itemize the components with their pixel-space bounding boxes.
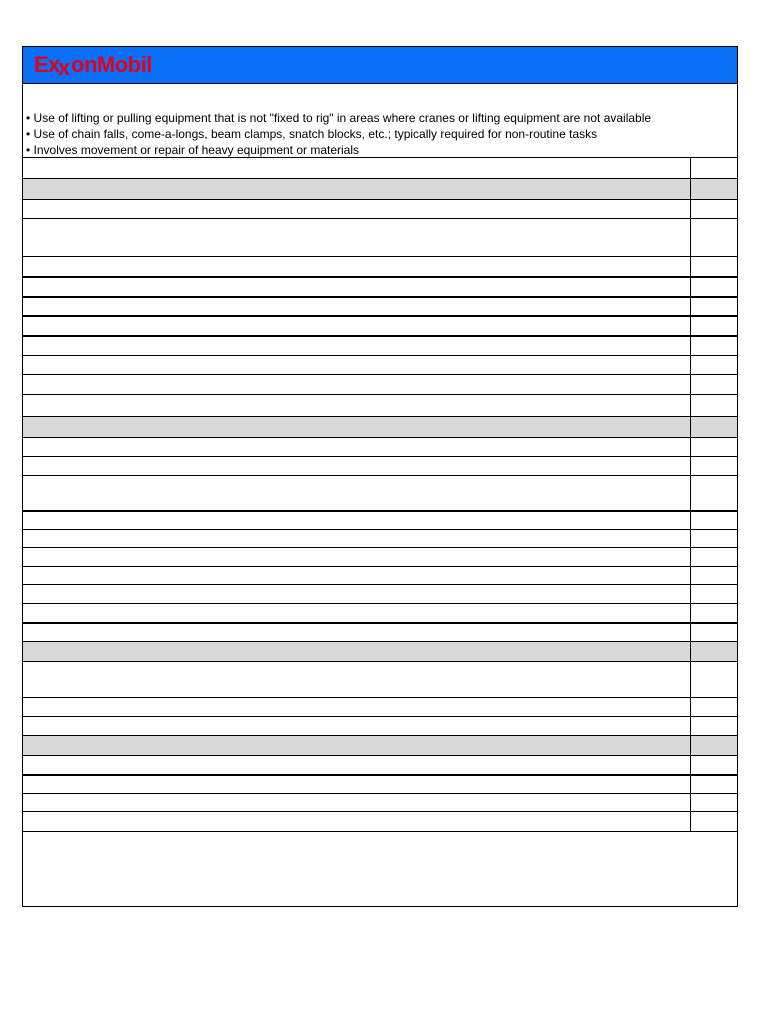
svg-text:E: E xyxy=(34,53,49,77)
header-band xyxy=(23,47,737,84)
table-row xyxy=(23,755,737,774)
table-row xyxy=(23,256,737,276)
check-cell[interactable] xyxy=(690,317,739,335)
check-cell[interactable] xyxy=(690,698,739,716)
check-cell[interactable] xyxy=(690,375,739,394)
exxonmobil-logo xyxy=(34,53,184,81)
svg-text:onMobil: onMobil xyxy=(71,53,152,77)
check-cell[interactable] xyxy=(690,530,739,547)
check-cell[interactable] xyxy=(690,604,739,622)
table-row xyxy=(23,774,737,793)
table-row xyxy=(23,716,737,735)
check-cell[interactable] xyxy=(690,548,739,566)
table-row xyxy=(23,566,737,584)
check-cell[interactable] xyxy=(690,200,739,218)
check-cell[interactable] xyxy=(690,395,739,416)
table-row xyxy=(23,811,737,831)
check-cell[interactable] xyxy=(690,776,739,793)
scope-line: • Use of lifting or pulling equipment that is not "fixed to rig" in areas where cranes or lifting equipment are not available xyxy=(26,111,652,125)
section-header-row xyxy=(23,416,737,437)
check-cell xyxy=(690,736,739,755)
table-row xyxy=(23,456,737,475)
table-row xyxy=(23,475,737,510)
check-cell[interactable] xyxy=(690,476,739,510)
checklist-form xyxy=(22,46,738,907)
check-cell[interactable] xyxy=(690,337,739,355)
section-header-row xyxy=(23,735,737,755)
section-header-row xyxy=(23,178,737,199)
check-cell[interactable] xyxy=(690,585,739,603)
table-row xyxy=(23,394,737,416)
comments-area[interactable] xyxy=(23,831,737,908)
table-row xyxy=(23,510,737,529)
table-row xyxy=(23,529,737,547)
check-cell[interactable] xyxy=(690,794,739,811)
check-cell xyxy=(690,417,739,437)
check-cell[interactable] xyxy=(690,756,739,774)
check-cell[interactable] xyxy=(690,356,739,374)
table-row xyxy=(23,793,737,811)
check-cell[interactable] xyxy=(690,512,739,529)
table-row xyxy=(23,276,737,296)
section-header-row xyxy=(23,641,737,661)
table-row xyxy=(23,335,737,355)
check-cell[interactable] xyxy=(690,457,739,475)
exxonmobil-logo-mark xyxy=(34,53,184,77)
check-cell[interactable] xyxy=(690,257,739,276)
table-row xyxy=(23,622,737,641)
check-cell[interactable] xyxy=(690,567,739,584)
svg-text:x: x xyxy=(48,53,60,77)
table-row xyxy=(23,355,737,374)
scope-line: • Use of chain falls, come-a-longs, beam clamps, snatch blocks, etc.; typically required for non-routine tasks xyxy=(26,127,598,141)
table-row xyxy=(23,661,737,697)
scope-description xyxy=(26,110,726,158)
table-row xyxy=(23,296,737,315)
table-row xyxy=(23,547,737,566)
svg-text:x: x xyxy=(58,55,70,77)
check-cell[interactable] xyxy=(690,438,739,456)
table-row xyxy=(23,157,737,178)
check-cell[interactable] xyxy=(690,219,739,256)
table-row xyxy=(23,218,737,256)
table-row xyxy=(23,315,737,335)
check-cell xyxy=(690,179,739,199)
table-row xyxy=(23,697,737,716)
table-row xyxy=(23,199,737,218)
scope-line: • Involves movement or repair of heavy equipment or materials xyxy=(26,143,360,157)
table-row xyxy=(23,603,737,622)
table-row xyxy=(23,437,737,456)
check-cell[interactable] xyxy=(690,717,739,735)
check-cell xyxy=(690,642,739,661)
table-row xyxy=(23,374,737,394)
table-row xyxy=(23,584,737,603)
check-cell[interactable] xyxy=(690,662,739,697)
check-cell[interactable] xyxy=(690,158,739,178)
check-cell[interactable] xyxy=(690,812,739,831)
check-cell[interactable] xyxy=(690,298,739,315)
check-cell[interactable] xyxy=(690,624,739,641)
check-cell[interactable] xyxy=(690,278,739,296)
